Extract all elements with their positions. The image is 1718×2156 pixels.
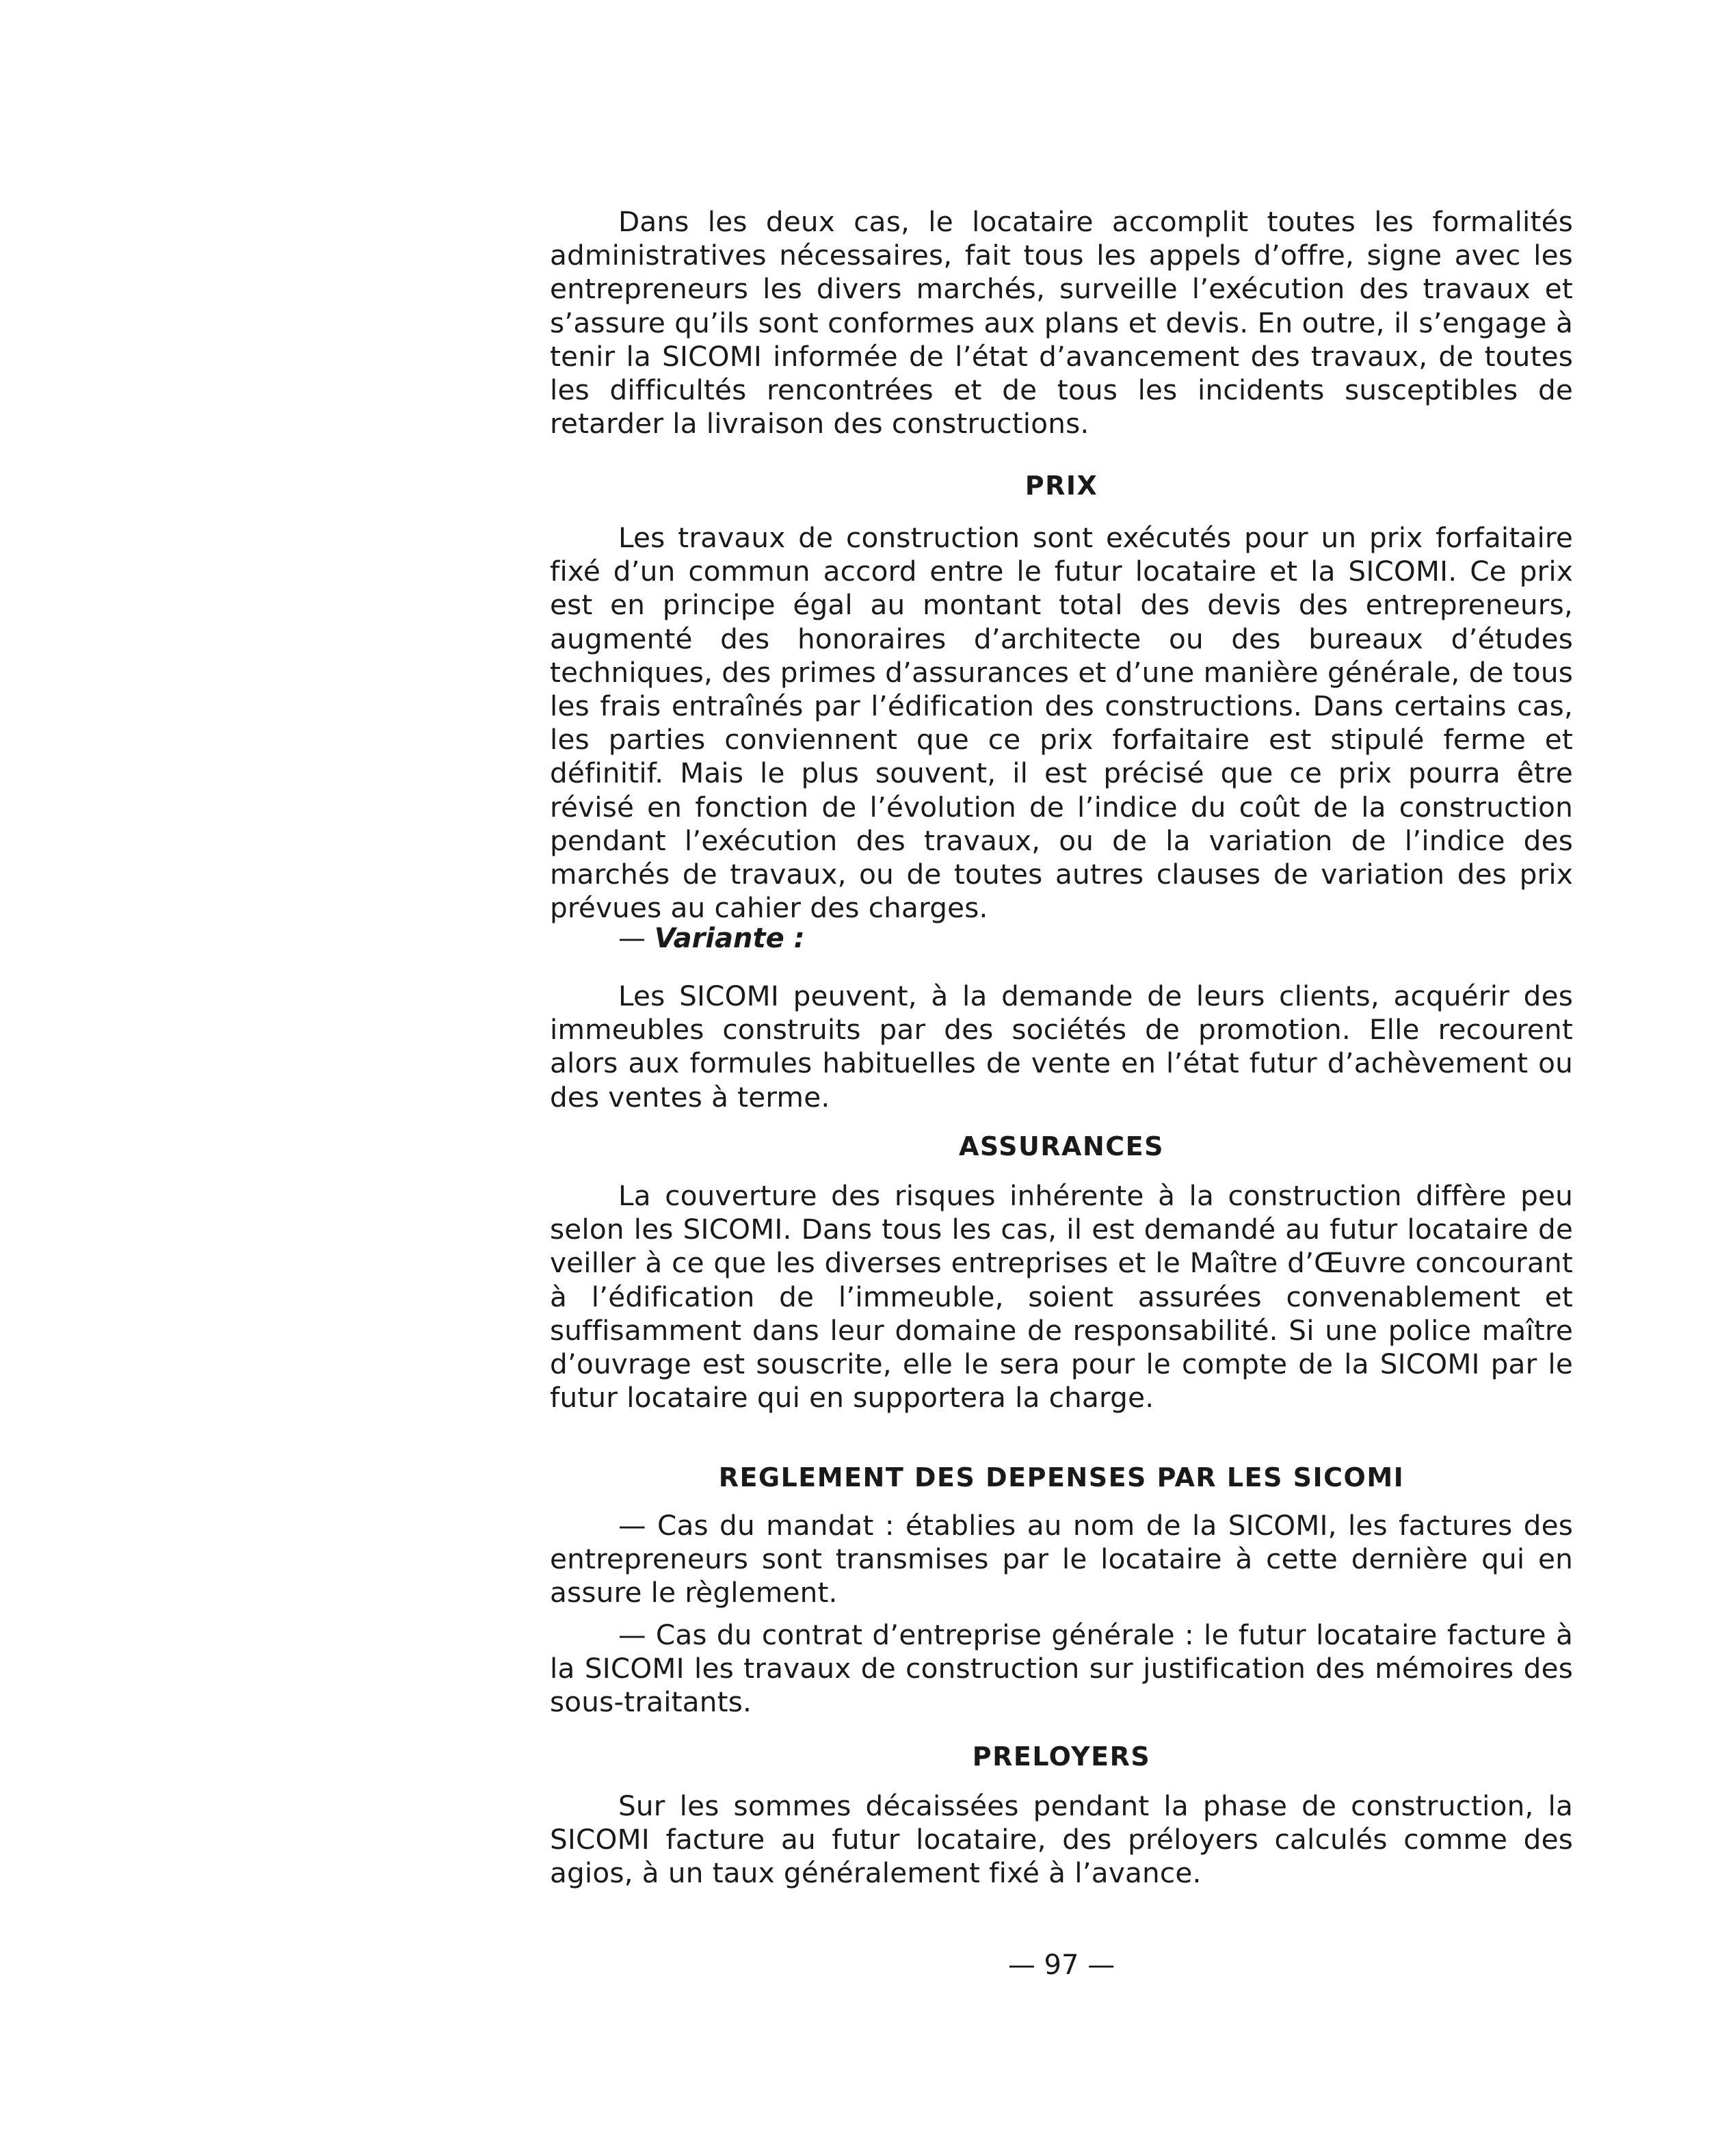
heading-prix: PRIX [1025, 471, 1098, 501]
mandat-paragraph: — Cas du mandat : établies au nom de la SICOMI, les factures des entrepreneurs sont transmises par le locataire à cette dernière qui en assure le règlement. [550, 1509, 1573, 1609]
heading-reglement: REGLEMENT DES DEPENSES PAR LES SICOMI [718, 1462, 1405, 1493]
page-number: — 97 — [1007, 1949, 1115, 1981]
intro-paragraph: Dans les deux cas, le locataire accomplit toutes les formalités administratives nécessaires, fait tous les appels d’offre, signe avec les entrepreneurs les divers marchés, surveille l’exécution des travaux et s’assure qu’ils sont conformes aux plans et devis. En outre, il s’engage à tenir la SICOMI informée de l’état d’avancement des travaux, de toutes les difficultés rencontrées et de tous les incidents susceptibles de retarder la livraison des constructions. [550, 205, 1573, 441]
variante-label: Variante : [654, 923, 805, 954]
variante-paragraph: Les SICOMI peuvent, à la demande de leurs clients, acquérir des immeubles construits par des sociétés de promotion. Elle recourent alors aux formules habituelles de vente en l’état futur d’achèvement ou des ventes à terme. [550, 980, 1573, 1114]
heading-assurances: ASSURANCES [959, 1131, 1164, 1161]
preloyers-paragraph: Sur les sommes décaissées pendant la phase de construction, la SICOMI facture au futur locataire, des préloyers calculés comme des agios, à un taux généralement fixé à l’avance. [550, 1789, 1573, 1890]
variante-subheading [618, 922, 805, 956]
assurances-paragraph: La couverture des risques inhérente à la construction diffère peu selon les SICOMI. Dans tous les cas, il est demandé au futur locataire de veiller à ce que les diverses entreprises et le Maître d’Œuvre concourant à l’édification de l’immeuble, soient assurées convenablement et suffisamment dans leur domaine de responsabilité. Si une police maître d’ouvrage est souscrite, elle le sera pour le compte de la SICOMI par le futur locataire qui en supportera la charge. [550, 1179, 1573, 1415]
contrat-paragraph: — Cas du contrat d’entreprise générale : le futur locataire facture à la SICOMI les travaux de construction sur justification des mémoires des sous-traitants. [550, 1618, 1573, 1719]
heading-preloyers: PRELOYERS [972, 1741, 1151, 1772]
prix-paragraph: Les travaux de construction sont exécutés pour un prix forfaitaire fixé d’un commun accord entre le futur locataire et la SICOMI. Ce prix est en principe égal au montant total des devis des entrepreneurs, augmenté des honoraires d’architecte ou des bureaux d’études techniques, des primes d’assurances et d’une manière générale, de tous les frais entraînés par l’édification des constructions. Dans certains cas, les parties conviennent que ce prix forfaitaire est stipulé ferme et définitif. Mais le plus souvent, il est précisé que ce prix pourra être révisé en fonction de l’évolution de l’indice du coût de la construction pendant l’exécution des travaux, ou de la variation de l’indice des marchés de travaux, ou de toutes autres clauses de variation des prix prévues au cahier des charges. [550, 521, 1573, 925]
variante-dash: — [618, 923, 646, 954]
